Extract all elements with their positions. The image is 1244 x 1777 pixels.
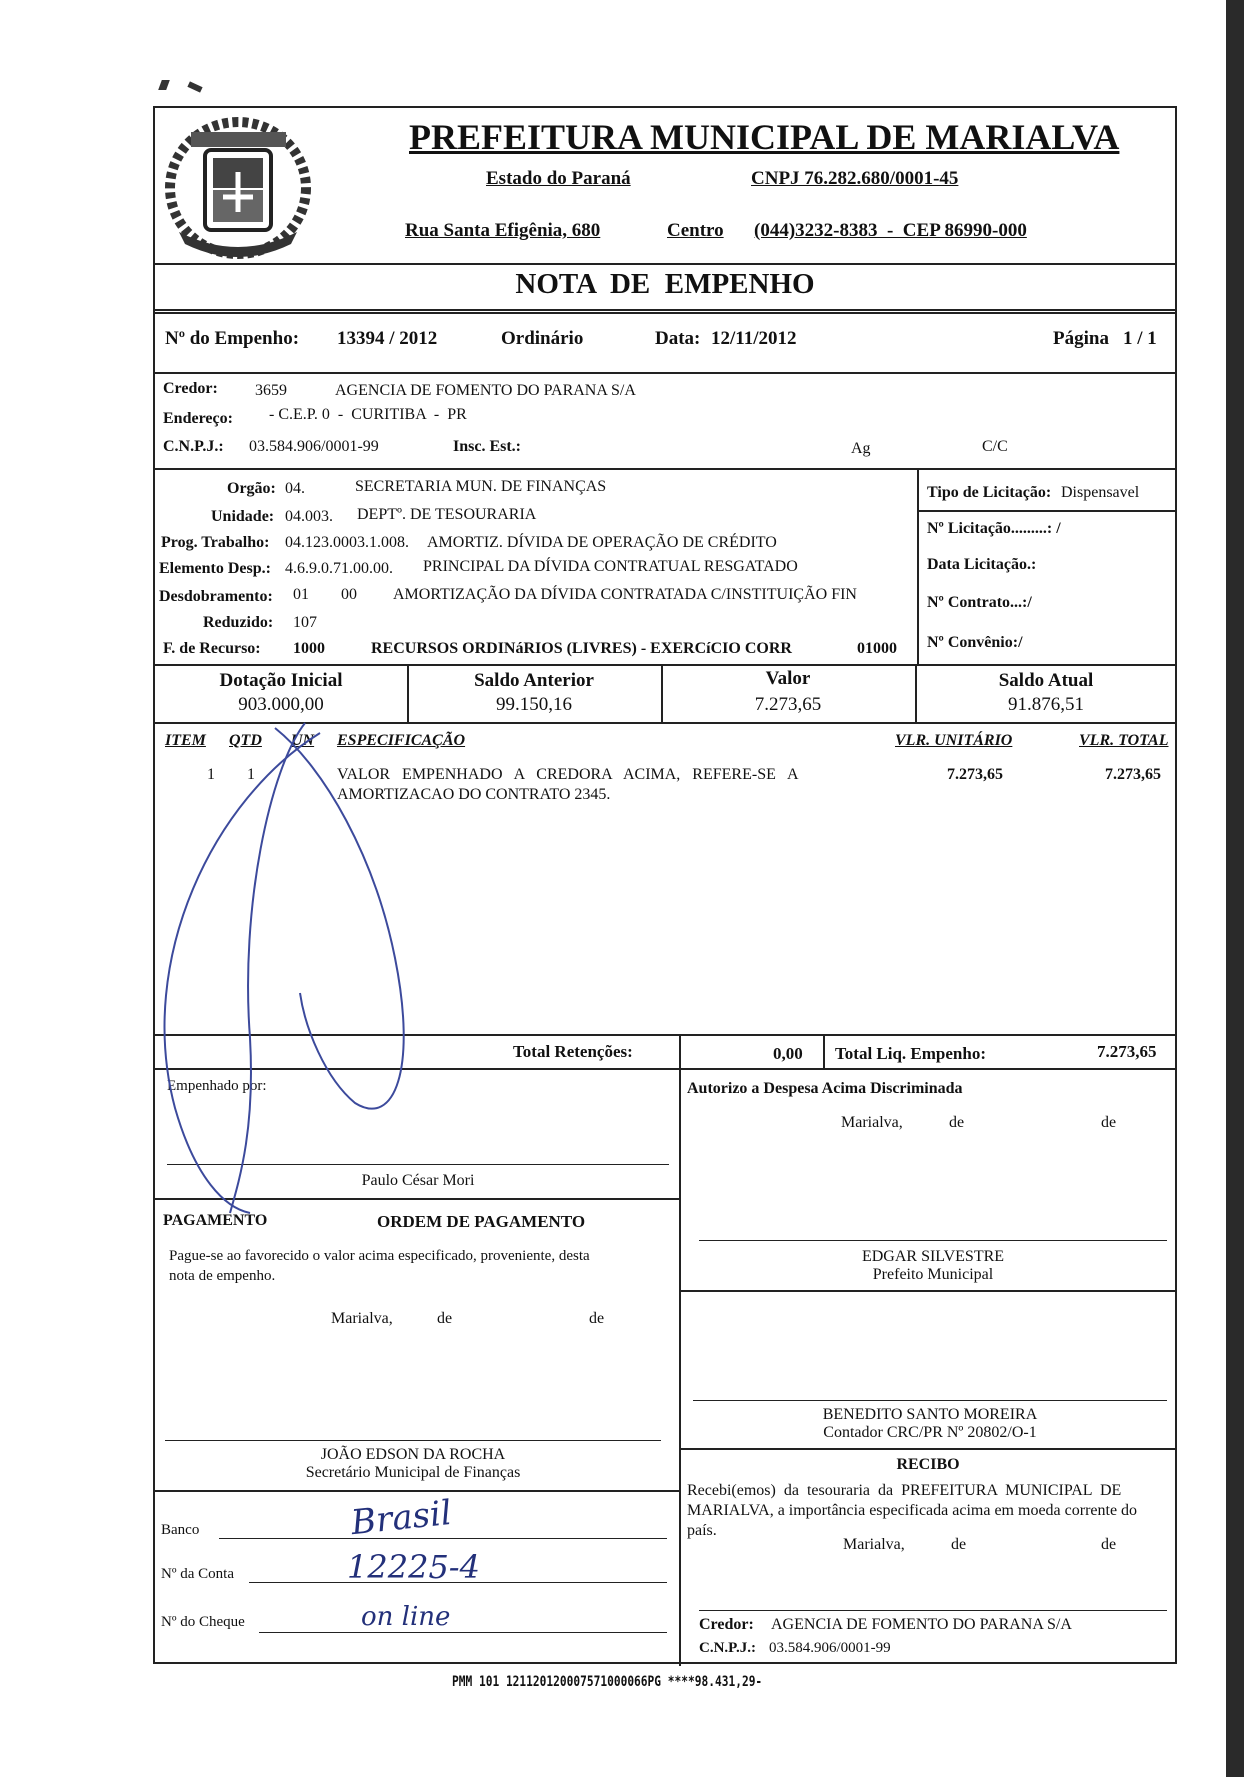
- desdobramento-code1: 01: [293, 586, 309, 603]
- reduzido: 107: [293, 614, 317, 631]
- licitacao-contrato: Nº Contrato...:/: [927, 594, 1032, 611]
- licitacao-tipo-label: Tipo de Licitação:: [927, 484, 1052, 501]
- recurso-name: RECURSOS ORDINáRIOS (LIVRES) - EXERCíCIO CORR: [371, 640, 792, 657]
- recibo-de2: de: [1101, 1536, 1117, 1553]
- conta-handwritten: 12225-4: [347, 1548, 480, 1586]
- reduzido-label: Reduzido:: [203, 614, 274, 631]
- empenhado-name: Paulo César Mori: [361, 1172, 475, 1189]
- cnpj-label: C.N.P.J.:: [163, 438, 224, 455]
- pagamento-text2: nota de empenho.: [169, 1268, 276, 1284]
- prog-label: Prog. Trabalho:: [161, 534, 270, 551]
- header-cnpj: CNPJ 76.282.680/0001-45: [751, 168, 959, 189]
- contador-name: BENEDITO SANTO MOREIRA: [822, 1406, 1038, 1423]
- licitacao-data: Data Licitação.:: [927, 556, 1037, 573]
- total-retencoes-value: 0,00: [773, 1044, 803, 1063]
- col-vlr-total: VLR. TOTAL: [1079, 732, 1169, 749]
- orgao-label: Orgão:: [227, 480, 276, 497]
- scan-mark: [187, 81, 202, 92]
- header-state: Estado do Paraná: [486, 168, 631, 189]
- recurso-code: 1000: [293, 640, 325, 657]
- licitacao-tipo: Dispensavel: [1061, 484, 1140, 501]
- cheque-handwritten: on line: [361, 1602, 451, 1632]
- item-number: 1: [207, 766, 215, 783]
- pagamento-place: Marialva,: [331, 1310, 393, 1327]
- item-unit-value: 7.273,65: [947, 766, 1003, 783]
- dotacao-value: 903.000,00: [238, 694, 324, 715]
- banco-handwritten: Brasil: [349, 1492, 454, 1544]
- col-un: UN: [291, 732, 315, 749]
- recibo-cnpj-label: C.N.P.J.:: [699, 1640, 756, 1656]
- unidade-code: 04.003.: [285, 508, 333, 525]
- credor-cnpj: 03.584.906/0001-99: [249, 438, 379, 455]
- autorizo-de1: de: [949, 1114, 965, 1131]
- prog-name: AMORTIZ. DÍVIDA DE OPERAÇÃO DE CRÉDITO: [427, 534, 777, 551]
- licitacao-convenio: Nº Convênio:/: [927, 634, 1023, 651]
- total-retencoes-label: Total Retenções:: [513, 1042, 633, 1061]
- valor-value: 7.273,65: [754, 694, 822, 715]
- pagamento-de1: de: [437, 1310, 453, 1327]
- recibo-text2: MARIALVA, a importância especificada acima em moeda corrente do: [687, 1502, 1138, 1519]
- total-liq-value: 7.273,65: [1097, 1042, 1157, 1061]
- conta-label: Nº da Conta: [161, 1566, 234, 1582]
- secretario-role: Secretário Municipal de Finanças: [305, 1464, 521, 1481]
- recibo-cnpj: 03.584.906/0001-99: [769, 1640, 891, 1656]
- scan-mark: [158, 80, 170, 90]
- valor-label: Valor: [765, 668, 811, 689]
- nota-de-empenho-form: [153, 106, 1177, 1664]
- prefeito-name: EDGAR SILVESTRE: [861, 1248, 1005, 1265]
- col-especificacao: ESPECIFICAÇÃO: [337, 732, 466, 749]
- autorizo-label: Autorizo a Despesa Acima Discriminada: [687, 1080, 963, 1097]
- empenho-type: Ordinário: [501, 328, 584, 349]
- unidade-label: Unidade:: [211, 508, 275, 525]
- cc-label: C/C: [982, 438, 1008, 455]
- empenho-number: 13394 / 2012: [337, 328, 438, 349]
- saldo-atual-label: Saldo Atual: [998, 670, 1094, 691]
- recibo-de1: de: [951, 1536, 967, 1553]
- endereco-label: Endereço:: [163, 410, 233, 427]
- scan-edge: [1226, 0, 1244, 1777]
- col-qtd: QTD: [229, 732, 262, 749]
- empenho-number-label: Nº do Empenho:: [165, 328, 300, 349]
- total-liq-label: Total Liq. Empenho:: [835, 1044, 986, 1063]
- recibo-credor-label: Credor:: [699, 1616, 754, 1633]
- recibo-label: RECIBO: [896, 1456, 960, 1473]
- pen-scribble: [155, 708, 515, 1228]
- orgao-name: SECRETARIA MUN. DE FINANÇAS: [355, 478, 607, 495]
- header-title: PREFEITURA MUNICIPAL DE MARIALVA: [409, 117, 1120, 157]
- endereco: - C.E.P. 0 - CURITIBA - PR: [269, 406, 467, 423]
- item-spec-line1: VALOR EMPENHADO A CREDORA ACIMA, REFERE-SE A: [337, 766, 799, 783]
- autorizo-place: Marialva,: [841, 1114, 903, 1131]
- credor-label: Credor:: [163, 380, 218, 397]
- secretario-name: JOÃO EDSON DA ROCHA: [320, 1446, 506, 1463]
- elemento-label: Elemento Desp.:: [159, 560, 271, 577]
- col-vlr-unitario: VLR. UNITÁRIO: [895, 732, 1013, 749]
- prefeito-role: Prefeito Municipal: [872, 1266, 994, 1283]
- orgao-code: 04.: [285, 480, 305, 497]
- item-qtd: 1: [247, 766, 255, 783]
- cheque-label: Nº do Cheque: [161, 1614, 245, 1630]
- recibo-text3: país.: [687, 1522, 717, 1539]
- item-spec-line2: AMORTIZACAO DO CONTRATO 2345.: [337, 786, 611, 803]
- licitacao-numero: Nº Licitação.........: /: [927, 520, 1061, 537]
- credor-code: 3659: [255, 382, 287, 399]
- page-label: Página: [1053, 328, 1109, 349]
- doc-title: NOTA DE EMPENHO: [515, 268, 815, 300]
- desdobramento-code2: 00: [341, 586, 357, 603]
- contador-role: Contador CRC/PR Nº 20802/O-1: [823, 1424, 1037, 1441]
- pagamento-label: PAGAMENTO: [163, 1212, 268, 1229]
- item-total-value: 7.273,65: [1105, 766, 1161, 783]
- unidade-name: DEPTº. DE TESOURARIA: [357, 506, 537, 523]
- pagamento-de2: de: [589, 1310, 605, 1327]
- recibo-text1: Recebi(emos) da tesouraria da PREFEITURA MUNICIPAL DE: [687, 1482, 1122, 1499]
- banco-label: Banco: [161, 1522, 200, 1538]
- recibo-place: Marialva,: [843, 1536, 905, 1553]
- credor-name: AGENCIA DE FOMENTO DO PARANA S/A: [335, 382, 636, 399]
- page-number: 1 / 1: [1123, 328, 1157, 349]
- autorizo-de2: de: [1101, 1114, 1117, 1131]
- footer-code: PMM 101 121120120007571000066PG ****98.431,29-: [452, 1674, 763, 1690]
- dotacao-label: Dotação Inicial: [219, 670, 343, 691]
- saldo-anterior-label: Saldo Anterior: [474, 670, 594, 691]
- ag-label: Ag: [851, 440, 871, 457]
- desdobramento-label: Desdobramento:: [159, 588, 273, 605]
- saldo-anterior-value: 99.150,16: [496, 694, 572, 715]
- empenho-date-label: Data:: [655, 328, 701, 349]
- empenhado-label: Empenhado por:: [167, 1078, 267, 1094]
- insc-label: Insc. Est.:: [453, 438, 522, 455]
- prog-code: 04.123.0003.1.008.: [285, 534, 409, 551]
- saldo-atual-value: 91.876,51: [1008, 694, 1084, 715]
- coat-of-arms-icon: [161, 112, 316, 262]
- desdobramento-name: AMORTIZAÇÃO DA DÍVIDA CONTRATADA C/INSTITUIÇÃO FIN: [393, 586, 857, 603]
- recurso-label: F. de Recurso:: [163, 640, 261, 657]
- elemento-name: PRINCIPAL DA DÍVIDA CONTRATUAL RESGATADO: [423, 558, 798, 575]
- header-district: Centro: [667, 220, 724, 241]
- header-address: Rua Santa Efigênia, 680: [405, 220, 601, 241]
- col-item: ITEM: [165, 732, 206, 749]
- elemento-code: 4.6.9.0.71.00.00.: [285, 560, 393, 577]
- pagamento-text1: Pague-se ao favorecido o valor acima especificado, proveniente, desta: [169, 1248, 590, 1264]
- recibo-credor: AGENCIA DE FOMENTO DO PARANA S/A: [771, 1616, 1072, 1633]
- ordem-pagamento-label: ORDEM DE PAGAMENTO: [377, 1212, 586, 1231]
- header-phone-cep: (044)3232-8383 - CEP 86990-000: [754, 220, 1027, 241]
- recurso-code2: 01000: [857, 640, 897, 657]
- empenho-date: 12/11/2012: [711, 328, 797, 349]
